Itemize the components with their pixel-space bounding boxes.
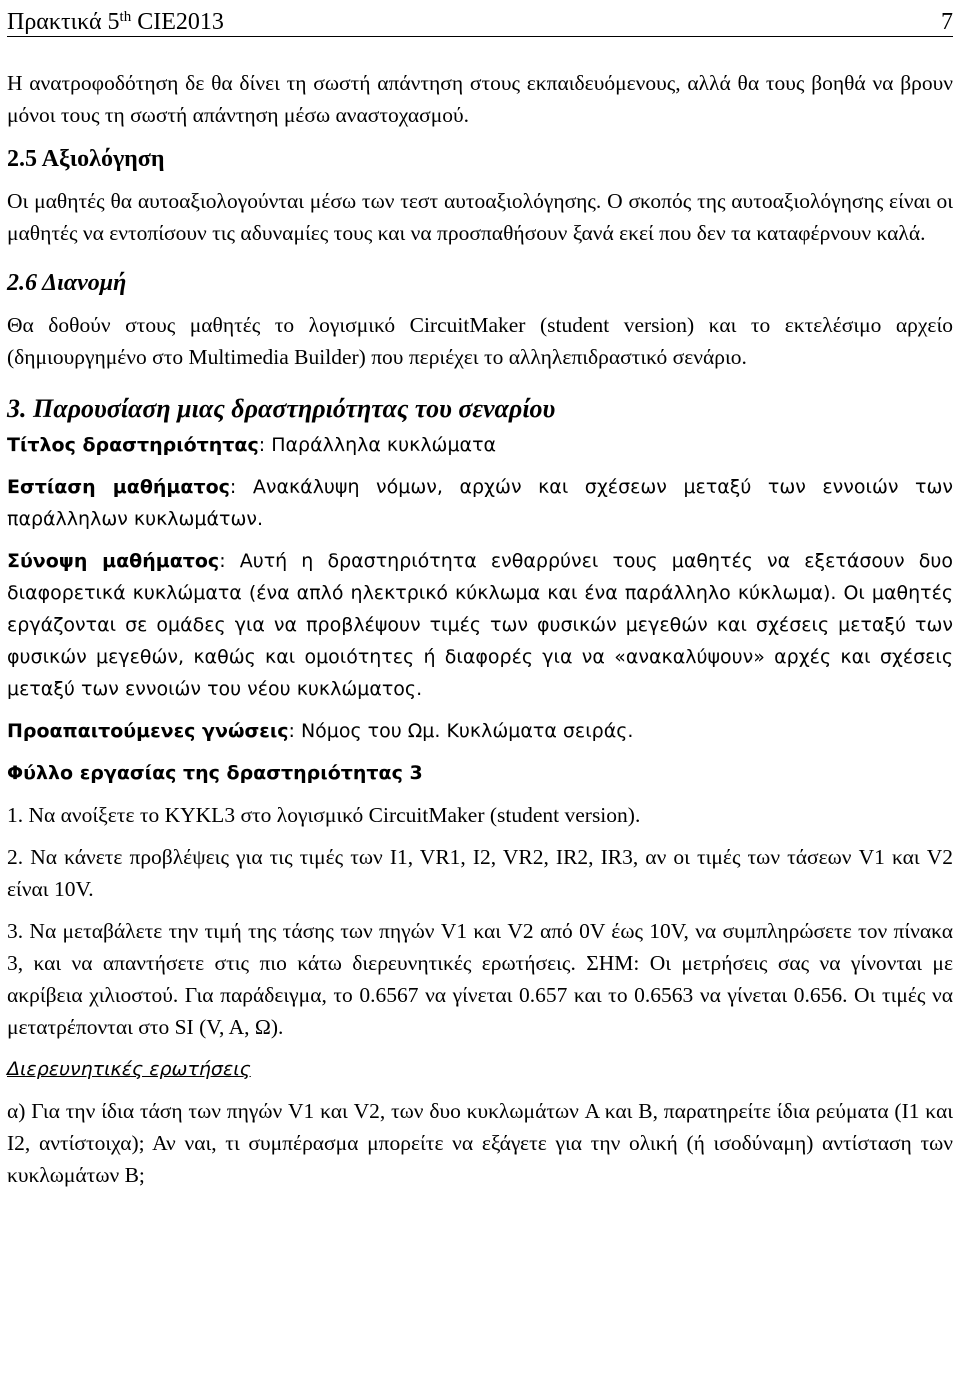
section-2-5-body: Οι μαθητές θα αυτοαξιολογούνται μέσω των τεστ αυτοαξιολόγησης. Ο σκοπός της αυτοαξιολόγησης είναι οι μαθητές να εντοπίσουν τις αδυναμίες τους και να προσπαθήσουν ξανά εκεί που δεν τα καταφέρνουν καλά.: [7, 189, 953, 245]
lesson-focus-label: Εστίαση μαθήματος: [7, 476, 230, 498]
section-2-5-title: 2.5 Αξιολόγηση: [7, 146, 165, 172]
lesson-summary-value: : Αυτή η δραστηριότητα ενθαρρύνει τους μαθητές να εξετάσουν δυο διαφορετικά κυκλώματα (ένα απλό ηλεκτρικό κύκλωμα και ένα παράλληλο κύκλωμα). Οι μαθητές εργάζονται σε ομάδες για να προβλέψουν τιμές των φυσικών μεγεθών και σχέσεις μεταξύ των φυσικών μεγεθών, καθώς και ομοιότητες ή διαφορές για να «ανακαλύψουν» αρχές και σχέσεις μεταξύ των εννοιών του νέου κυκλώματος.: [7, 550, 954, 700]
section-2-6-title: 2.6 Διανομή: [7, 270, 127, 296]
page-number: 7: [941, 9, 953, 35]
activity-title: [7, 429, 953, 461]
section-2-6-body: Θα δοθούν στους μαθητές το λογισμικό CircuitMaker (student version) και το εκτελέσιμο αρχείο (δημιουργημένο στο Multimedia Builder) που περιέχει το αλληλεπιδραστικό σενάριο.: [7, 313, 953, 369]
prerequisites: [7, 715, 953, 747]
lesson-summary: [7, 545, 953, 705]
prerequisites-label: Προαπαιτούμενες γνώσεις: [7, 720, 289, 742]
lesson-focus: [7, 471, 953, 535]
intro-paragraph: Η ανατροφοδότηση δε θα δίνει τη σωστή απάντηση στους εκπαιδευόμενους, αλλά θα τους βοηθά να βρουν μόνοι τους τη σωστή απάντηση μέσω αναστοχασμού.: [7, 71, 953, 127]
worksheet-title: Φύλλο εργασίας της δραστηριότητας 3: [7, 762, 423, 784]
worksheet-step-2: 2. Να κάνετε προβλέψεις για τις τιμές των I1, VR1, I2, VR2, IR2, IR3, αν οι τιμές των τάσεων V1 και V2 είναι 10V.: [7, 845, 953, 901]
activity-title-value: : Παράλληλα κυκλώματα: [258, 434, 497, 456]
page-header: [7, 0, 953, 37]
activity-title-label: Τίτλος δραστηριότητας: [7, 434, 259, 456]
worksheet-step-3: 3. Να μεταβάλετε την τιμή της τάσης των πηγών V1 και V2 από 0V έως 10V, να συμπληρώσετε τον πίνακα 3, και να απαντήσετε στις πιο κάτω διερευνητικές ερωτήσεις. ΣΗΜ: Οι μετρήσεις σας να γίνονται με ακρίβεια χιλιοστού. Για παράδειγμα, το 0.6567 να γίνεται 0.657 και το 0.6563 να γίνεται 0.656. Οι τιμές να μετατρέπονται στο SI (V, A, Ω).: [7, 919, 953, 1039]
header-title: Πρακτικά 5th CIE2013: [7, 9, 224, 35]
questions-title: Διερευνητικές ερωτήσεις: [7, 1058, 251, 1080]
prerequisites-value: : Νόμος του Ωμ. Κυκλώματα σειράς.: [288, 720, 634, 742]
lesson-focus-value: : Ανακάλυψη νόμων, αρχών και σχέσεων μεταξύ των εννοιών των παράλληλων κυκλωμάτων.: [7, 476, 953, 530]
question-a: α) Για την ίδια τάση των πηγών V1 και V2, των δυο κυκλωμάτων A και B, παρατηρείτε ίδια ρεύματα (I1 και I2, αντίστοιχα); Αν ναι, τι συμπέρασμα μπορείτε να εξάγετε για την ολική (ή ισοδύναμη) αντίσταση των κυκλωμάτων B;: [7, 1099, 953, 1187]
section-3-title: 3. Παρουσίαση μιας δραστηριότητας του σεναρίου: [7, 394, 556, 423]
worksheet-step-1: 1. Να ανοίξετε το KYKL3 στο λογισμικό CircuitMaker (student version).: [7, 803, 641, 827]
lesson-summary-label: Σύνοψη μαθήματος: [7, 550, 220, 572]
